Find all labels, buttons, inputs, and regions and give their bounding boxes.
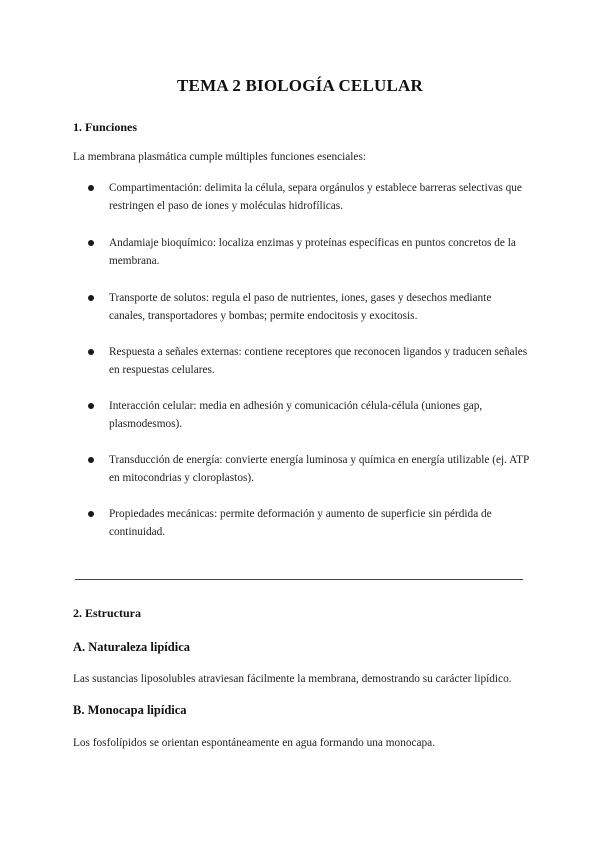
section-divider [75,579,523,580]
list-item-text: Compartimentación: delimita la célula, separa orgánulos y establece barreras selectivas que restringen el paso de iones y moléculas hidrofílicas. [109,182,522,212]
bullet-icon [88,185,94,191]
list-item-text: Respuesta a señales externas: contiene receptores que reconocen ligandos y traducen señales en respuestas celulares. [109,346,528,376]
section-heading-funciones: 1. Funciones [73,120,138,134]
list-item-text: Propiedades mecánicas: permite deformación y aumento de superficie sin pérdida de continuidad. [109,508,492,538]
paragraph-monocapa-lipidica: Los fosfolípidos se orientan espontáneamente en agua formando una monocapa. [73,737,436,749]
subheading-naturaleza-lipidica: A. Naturaleza lipídica [73,640,191,654]
section-intro: La membrana plasmática cumple múltiples funciones esenciales: [73,151,366,163]
subheading-monocapa-lipidica: B. Monocapa lipídica [73,703,187,717]
list-item-text: Andamiaje bioquímico: localiza enzimas y proteínas específicas en puntos concretos de la membrana. [109,237,516,267]
bullet-icon [88,457,94,463]
paragraph-naturaleza-lipidica: Las sustancias liposolubles atraviesan fácilmente la membrana, demostrando su carácter lipídico. [73,673,512,685]
list-item-text: Transducción de energía: convierte energía luminosa y química en energía utilizable (ej. ATP en mitocondrias y cloroplastos). [109,454,529,484]
bullet-icon [88,403,94,409]
bullet-icon [88,240,94,246]
page-title: TEMA 2 BIOLOGÍA CELULAR [177,76,423,95]
list-item-text: Interacción celular: media en adhesión y comunicación célula-célula (uniones gap, plasmodesmos). [109,400,483,430]
bullet-icon [88,295,94,301]
section-heading-estructura: 2. Estructura [73,606,141,620]
bullet-icon [88,511,94,517]
bullet-icon [88,349,94,355]
list-item-text: Transporte de solutos: regula el paso de nutrientes, iones, gases y desechos mediante canales, transportadores y bombas; permite endocitosis y exocitosis. [109,292,492,322]
